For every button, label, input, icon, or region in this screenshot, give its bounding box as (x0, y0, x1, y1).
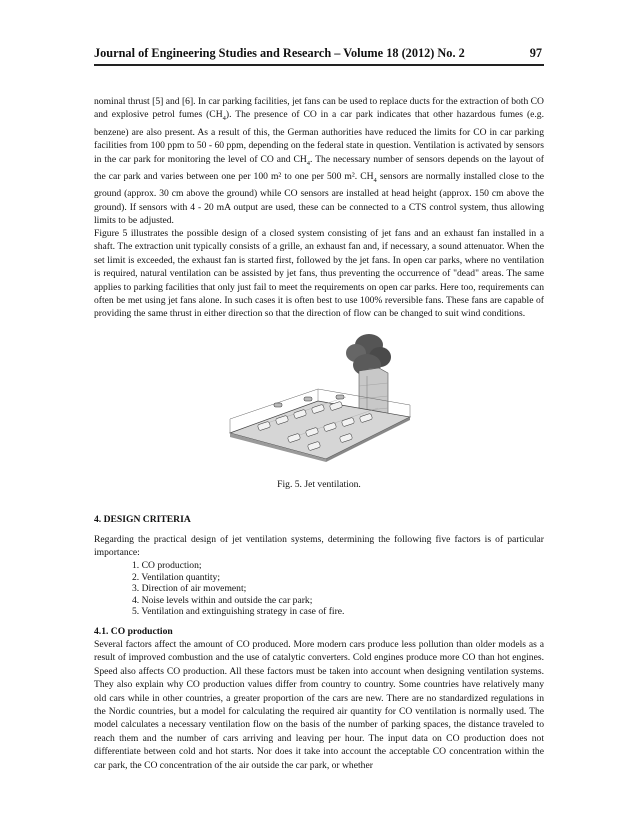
jet-ventilation-figure (228, 331, 412, 463)
subsection-heading-co-production: 4.1. CO production (94, 626, 173, 637)
section-heading-design-criteria: 4. DESIGN CRITERIA (94, 514, 191, 525)
subscript: 4 (222, 115, 226, 123)
list-item: 1. CO production; (132, 560, 202, 571)
journal-title: Journal of Engineering Studies and Research – Volume 18 (2012) No. 2 (94, 46, 465, 60)
header-rule (94, 64, 544, 66)
figure-caption: Fig. 5. Jet ventilation. (277, 479, 361, 490)
design-factors-list (132, 560, 344, 618)
para1-text-1: nominal thrust [5] and [6]. In car parking facilities, jet fans can be used to replace ducts for the extraction of both CO and explosive petrol fumes (CH (94, 96, 544, 121)
para1-text-2: ). The presence of CO in a car park indicates that other hazardous fumes (e.g. benzene) are also present. As a result of this, the German authorities have reduced the limits for CO in car parking facilities from 100 ppm to 50 - 60 ppm, depending on the federal state in question. Ventilation is activated by sensors in the car park for monitoring the level of CO and CH (94, 109, 544, 165)
list-item: 4. Noise levels within and outside the car park; (132, 594, 313, 606)
subscript: 4 (306, 159, 311, 167)
co-production-paragraph: Several factors affect the amount of CO produced. More modern cars produce less pollution than older models as a result of improved combustion and the use of catalytic converters. Cold engines produce more CO than hot engines. Speed also affects CO production. All these factors must be taken into account when designing ventilation systems. They also explain why CO production values differ from country to country. Some countries have relatively many old cars while in other countries, a greater proportion of the cars are new. There are no standardized regulations in the Nordic countries, but a model for calculating the required air quantity for CO ventilation is normally used. The model calculates a necessary ventilation flow on the basis of the number of parking spaces, the distance traveled to reach them and the number of cars arriving and leaving per hour. The input data on CO production does not differentiate between cold and hot starts. Nor does it take into account the acceptable CO concentration within the car park, the CO concentration of the air outside the car park, or whether (94, 639, 544, 771)
page-number: 97 (529, 46, 542, 60)
subscript: 4 (373, 176, 377, 184)
para1-text-4: sensors are normally installed close to the ground (approx. 30 cm above the ground) while CO sensors are installed at head height (approx. 150 cm above the ground). If sensors with 4 - 20 mA output are used, these can be connected to a CTS control system, thus allowing limits to be adjusted. (94, 170, 544, 226)
running-header (94, 46, 542, 61)
paragraph-figure-description: Figure 5 illustrates the possible design of a closed system consisting of jet fans and an exhaust fan installed in a shaft. The extraction unit typically consists of a grille, an exhaust fan and, if necessary, a sound attenuator. When the set limit is exceeded, the exhaust fan is started first, followed by the jet fans. In open car parks, where no ventilation is required, natural ventilation can be assisted by jet fans, thus preventing the occurrence of "dead" areas. The same applies to parking facilities that only just fail to meet the requirements on open car parks. Here too, requirements can often be met using jet fans alone. In such cases it is often best to use 100% reversible fans. These fans are capable of providing the same thrust in either direction so that the direction of flow can be changed to suit wind conditions. (94, 228, 544, 320)
list-item: 2. Ventilation quantity; (132, 571, 221, 583)
paragraph-sensors (94, 95, 544, 227)
para1-text-3: . The necessary number of sensors depends on the layout of the car park and varies between one per 100 m² to one per 500 m². CH (94, 153, 544, 182)
list-item: 5. Ventilation and extinguishing strategy in case of fire. (132, 606, 345, 618)
list-item: 3. Direction of air movement; (132, 583, 247, 595)
section4-intro: Regarding the practical design of jet ventilation systems, determining the following five factors is of particular importance: (94, 534, 544, 559)
